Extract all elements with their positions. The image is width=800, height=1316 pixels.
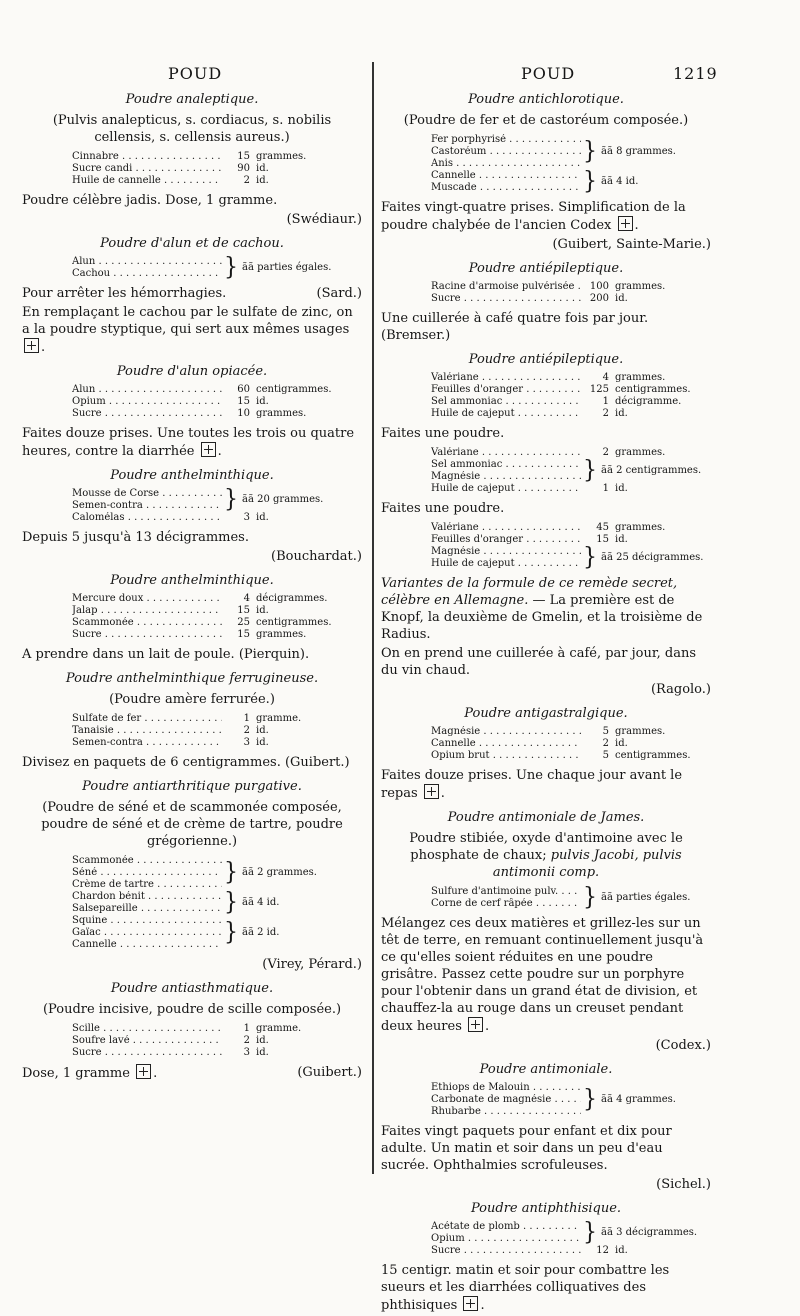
brace-icon: } [583,167,597,196]
ingredient-group: Scammonée . . . Séné . . . Crème de tartre . . . } ãã 2 grammes. [72,855,362,891]
ingredient-list [72,253,362,282]
entry-text: Faites douze prises. Une chaque jour avant le repas . [381,768,683,801]
entry-source: (Bouchardat.) [271,549,362,564]
entry-title: Poudre anthelminthique ferrugineuse. [65,671,319,686]
ingredient-group: Cannelle . . . Muscade . . . } ãã 4 id. [431,170,711,194]
cross-icon [468,1017,483,1032]
ingredient-group: Fer porphyrisé . . . Castoréum . . . Anis . . . } ãã 8 grammes. [431,134,711,170]
brace-icon: } [583,1085,597,1114]
ingredient-row: Alun . . . 60 centigrammes. [72,384,362,396]
ingredient-row: Sucre . . . 3 id. [72,1047,362,1059]
ingredient-row: Huile de cajeput . . . 1 id. [431,483,711,495]
entry-note: (Poudre de séné et de scammonée composée, poudre de séné et de crème de tartre, poudre grégorienne.) [41,800,343,849]
entry-title: Poudre anthelminthique. [110,468,274,483]
entry-text: Faites une poudre. [381,426,505,441]
cross-icon [24,338,39,353]
entry-source: (Swédiaur.) [286,212,362,227]
ingredient-row: Feuilles d'oranger . . . 15 id. [431,534,711,546]
brace-icon: } [583,456,597,485]
entry-title: Poudre antiarthritique purgative. [82,779,302,794]
ingredient-list [72,593,362,641]
ingredient-row: Jalap . . . 15 id. [72,605,362,617]
entry-title: Poudre antigastralgique. [464,706,628,721]
entry-text: A prendre dans un lait de poule. (Pierquin). [22,647,310,662]
ingredient-group: Mousse de Corse . . . Semen-contra . . . } ãã 20 grammes. [72,488,362,512]
ingredient-list [72,1023,362,1059]
entry-text-line: Dose, 1 gramme . (Guibert.) [22,1065,362,1081]
ingredient-list [431,372,711,420]
ingredient-row: Racine d'armoise pulvérisée . . . 100 grammes. [431,281,711,293]
entry-text: Faites douze prises. Une toutes les trois ou quatre heures, contre la diarrhée . [22,426,355,459]
ingredient-row: Soufre lavé . . . 2 id. [72,1035,362,1047]
running-header-left: POUD [168,64,223,83]
entry-text: Faites une poudre. [381,501,505,516]
ingredient-group: Sel ammoniac . . . Magnésie . . . } ãã 2 centigrammes. [431,459,711,483]
ingredient-row: Valériane . . . 45 grammes. [431,522,711,534]
entry-title: Poudre antimoniale de James. [447,810,645,825]
running-header-right: POUD [521,64,576,83]
entry-text: Variantes de la formule de ce remède secret, célèbre en Allemagne. — La première est de Knopf, la deuxième de Gmelin, et la troisième de Radius. [381,576,703,642]
ingredient-list [72,384,362,420]
entry-note: (Poudre amère ferrurée.) [109,692,275,707]
entry-note: (Poudre incisive, poudre de scille composée.) [42,1002,342,1017]
ingredient-list [72,485,362,524]
ingredient-row: Semen-contra . . . 3 id. [72,737,362,749]
entry-text: Une cuillerée à café quatre fois par jour. (Bremser.) [381,311,649,343]
ingredient-row: Tanaisie . . . 2 id. [72,725,362,737]
ingredient-list [72,855,362,951]
ingredient-row: Magnésie . . . 5 grammes. [431,726,711,738]
ingredient-row: Sulfate de fer . . . 1 gramme. [72,713,362,725]
ingredient-row: Huile de cannelle . . . 2 id. [72,175,362,187]
ingredient-list [431,1218,711,1257]
ingredient-row: Scille . . . 1 gramme. [72,1023,362,1035]
cross-icon [618,216,633,231]
column-divider [372,62,374,1174]
ingredient-list [72,713,362,749]
ingredient-row: Feuilles d'oranger . . . 125 centigrammes. [431,384,711,396]
cross-icon [201,442,216,457]
ingredient-row: Scammonée . . . 25 centigrammes. [72,617,362,629]
ingredient-row: Mercure doux . . . 4 décigrammes. [72,593,362,605]
entry-source: (Sichel.) [656,1177,711,1192]
entry-note: (Pulvis analepticus, s. cordiacus, s. nobilis cellensis, s. cellensis aureus.) [52,113,332,145]
left-column [22,92,362,1084]
entry-source: (Codex.) [655,1038,711,1053]
cross-icon [463,1296,478,1311]
brace-icon: } [583,137,597,166]
ingredient-group: Sulfure d'antimoine pulv. . . . Corne de cerf râpée . . . } ãã parties égales. [431,886,711,910]
ingredient-list [431,447,711,495]
ingredient-row: Huile de cajeput . . . 2 id. [431,408,711,420]
ingredient-row: Cannelle . . . 2 id. [431,738,711,750]
ingredient-row: Opium brut . . . 5 centigrammes. [431,750,711,762]
ingredient-list [431,883,711,912]
ingredient-row: Valériane . . . 2 grammes. [431,447,711,459]
ingredient-list [431,726,711,762]
entry-source: (Ragolo.) [650,682,711,697]
ingredient-row: Sucre candi . . . 90 id. [72,163,362,175]
ingredient-list [431,134,711,194]
brace-icon: } [583,543,597,572]
ingredient-list [431,281,711,305]
entry-text: 15 centigr. matin et soir pour combattre les sueurs et les diarrhées colliquatives des phthisiques . [381,1263,670,1313]
entry-source: (Virey, Pérard.) [262,957,362,972]
ingredient-row: Calomélas . . . 3 id. [72,512,362,524]
entry-title: Poudre antiasthmatique. [110,981,274,996]
ingredient-group: Chardon bénit . . . Salsepareille . . . } ãã 4 id. [72,891,362,915]
ingredient-group: Ethiops de Malouin . . . Carbonate de magnésie . . . Rhubarbe . . . } ãã 4 grammes. [431,1082,711,1118]
ingredient-row: Cinnabre . . . 15 grammes. [72,151,362,163]
right-column [381,92,711,1316]
ingredient-group: Alun . . . Cachou . . . } ãã parties égales. [72,256,362,280]
brace-icon: } [224,253,238,282]
entry-title: Poudre analeptique. [125,92,259,107]
entry-text: On en prend une cuillerée à café, par jour, dans du vin chaud. [381,646,697,678]
brace-icon: } [224,858,238,887]
ingredient-list [72,151,362,187]
entry-title: Poudre antiépileptique. [468,261,624,276]
cross-icon [136,1064,151,1079]
page-number: 1219 [673,64,718,83]
entry-title: Poudre anthelminthique. [110,573,274,588]
ingredient-row: Sucre . . . 12 id. [431,1245,711,1257]
entry-text: Depuis 5 jusqu'à 13 décigrammes. [22,530,249,545]
ingredient-row: Sucre . . . 10 grammes. [72,408,362,420]
ingredient-group: Magnésie . . . Huile de cajeput . . . } ãã 25 décigrammes. [431,546,711,570]
brace-icon: } [224,918,238,947]
ingredient-row: Sucre . . . 15 grammes. [72,629,362,641]
entry-title: Poudre antichlorotique. [468,92,624,107]
entry-text: Mélangez ces deux matières et grillez-les sur un têt de terre, en remuant continuellement jusqu'à ce qu'elles soient réduites en une poudre grisâtre. Passez cette poudre sur un porphyre pour l'obtenir dans un grand état de division, et chauffez-la au rouge dans un creuset pendant deux heures . [381,916,704,1034]
ingredient-group: Acétate de plomb . . . Opium . . . } ãã 3 décigrammes. [431,1221,711,1245]
entry-text-line: Pour arrêter les hémorrhagies. (Sard.) [22,286,362,301]
brace-icon: } [583,1218,597,1247]
brace-icon: } [583,883,597,912]
entry-title: Poudre d'alun et de cachou. [100,236,284,251]
entry-text: Faites vingt-quatre prises. Simplification de la poudre chalybée de l'ancien Codex . [381,200,686,233]
brace-icon: } [224,485,238,514]
entry-title: Poudre antiépileptique. [468,352,624,367]
entry-text: Poudre célèbre jadis. Dose, 1 gramme. [22,193,278,208]
entry-note: (Poudre de fer et de castoréum composée.) [403,113,689,128]
entry-title: Poudre antimoniale. [479,1062,613,1077]
entry-text: En remplaçant le cachou par le sulfate de zinc, on a la poudre styptique, qui sert aux mêmes usages . [22,305,353,355]
entry-text: Divisez en paquets de 6 centigrammes. (Guibert.) [22,755,350,770]
ingredient-row: Sel ammoniac . . . 1 décigramme. [431,396,711,408]
ingredient-list [431,522,711,570]
ingredient-list [431,1082,711,1118]
entry-note: Poudre stibiée, oxyde d'antimoine avec le phosphate de chaux; pulvis Jacobi, pulvis antimonii comp. [409,831,683,880]
ingredient-group: Squine . . . Gaïac . . . Cannelle . . . } ãã 2 id. [72,915,362,951]
entry-source: (Guibert, Sainte-Marie.) [552,237,711,252]
entry-title: Poudre d'alun opiacée. [116,364,268,379]
ingredient-row: Valériane . . . 4 grammes. [431,372,711,384]
entry-text: Faites vingt paquets pour enfant et dix pour adulte. Un matin et soir dans un peu d'eau sucrée. Ophthalmies scrofuleuses. [381,1124,672,1173]
brace-icon: } [224,888,238,917]
ingredient-row: Sucre . . . 200 id. [431,293,711,305]
entry-title: Poudre antiphthisique. [470,1201,622,1216]
cross-icon [424,784,439,799]
ingredient-row: Opium . . . 15 id. [72,396,362,408]
